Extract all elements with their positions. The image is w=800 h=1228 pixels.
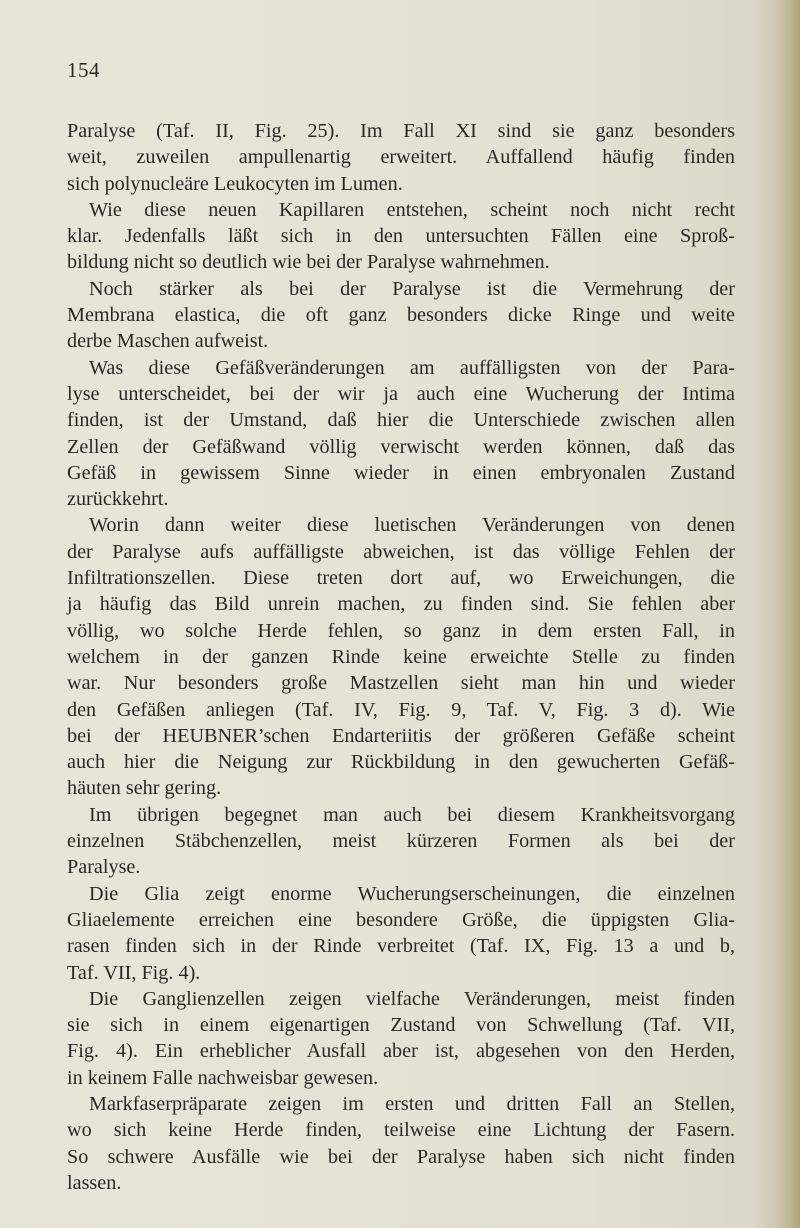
page-number: 154 [67,58,100,82]
text-line: einzelnen Stäbchenzellen, meist kürzeren Formen als bei der [67,830,735,853]
body-text [67,118,735,1196]
text-line: auch hier die Neigung zur Rückbildung in den gewucherten Gefäß- [67,751,735,774]
text-line: Taf. VII, Fig. 4). [67,961,201,984]
text-line: Was diese Gefäßveränderungen am auffälligsten von der Para- [89,356,735,379]
text-line: den Gefäßen anliegen (Taf. IV, Fig. 9, Taf. V, Fig. 3 d). Wie [67,698,735,721]
text-line: wo sich keine Herde finden, teilweise eine Lichtung der Fasern. [67,1119,735,1142]
text-line: derbe Maschen aufweist. [67,330,269,353]
text-line: weit, zuweilen ampullenartig erweitert. Auffallend häufig finden [67,146,735,169]
text-line: finden, ist der Umstand, daß hier die Unterschiede zwischen allen [67,409,735,432]
text-line: So schwere Ausfälle wie bei der Paralyse haben sich nicht finden [67,1145,735,1168]
text-line: Zellen der Gefäßwand völlig verwischt werden können, daß das [67,435,735,458]
text-line: in keinem Falle nachweisbar gewesen. [67,1066,379,1089]
text-line: sich polynucleäre Leukocyten im Lumen. [67,172,403,195]
text-line: bei der HEUBNER’schen Endarteriitis der größeren Gefäße scheint [67,724,735,747]
text-line: Gliaelemente erreichen eine besondere Größe, die üppigsten Glia- [67,908,735,931]
text-line: Membrana elastica, die oft ganz besonders dicke Ringe und weite [67,304,735,327]
text-line: sie sich in einem eigenartigen Zustand von Schwellung (Taf. VII, [67,1014,735,1037]
text-line: der Paralyse aufs auffälligste abweichen, ist das völlige Fehlen der [67,540,735,563]
text-line: Fig. 4). Ein erheblicher Ausfall aber ist, abgesehen von den Herden, [67,1040,735,1063]
text-line: Markfaserpräparate zeigen im ersten und dritten Fall an Stellen, [89,1092,735,1115]
text-line: klar. Jedenfalls läßt sich in den untersuchten Fällen eine Sproß- [67,225,735,248]
text-line: bildung nicht so deutlich wie bei der Paralyse wahrnehmen. [67,251,550,274]
text-line: welchem in der ganzen Rinde keine erweichte Stelle zu finden [67,645,735,668]
text-line: Paralyse (Taf. II, Fig. 25). Im Fall XI sind sie ganz besonders [67,120,735,142]
text-line: Gefäß in gewissem Sinne wieder in einen embryonalen Zustand [67,461,735,484]
text-line: Infiltrationszellen. Diese treten dort auf, wo Erweichungen, die [67,567,735,590]
text-line: rasen finden sich in der Rinde verbreitet (Taf. IX, Fig. 13 a und b, [67,935,735,958]
text-line: war. Nur besonders große Mastzellen sieht man hin und wieder [67,672,735,695]
page-edge-shadow [778,0,800,1228]
text-line: lassen. [67,1171,122,1194]
text-line: lyse unterscheidet, bei der wir ja auch eine Wucherung der Intima [67,382,735,405]
text-line: häuten sehr gering. [67,777,222,800]
text-line: Wie diese neuen Kapillaren entstehen, scheint noch nicht recht [89,198,735,221]
text-line: völlig, wo solche Herde fehlen, so ganz in dem ersten Fall, in [67,619,735,642]
text-line: Paralyse. [67,856,141,879]
text-line: ja häufig das Bild unrein machen, zu finden sind. Sie fehlen aber [67,593,735,616]
text-line: Die Glia zeigt enorme Wucherungserscheinungen, die einzelnen [89,882,735,905]
text-line: zurückkehrt. [67,488,169,511]
text-line: Die Ganglienzellen zeigen vielfache Veränderungen, meist finden [89,987,735,1010]
text-line: Noch stärker als bei der Paralyse ist die Vermehrung der [89,277,735,300]
text-line: Im übrigen begegnet man auch bei diesem Krankheitsvorgang [89,803,735,826]
text-line: Worin dann weiter diese luetischen Veränderungen von denen [89,514,735,537]
